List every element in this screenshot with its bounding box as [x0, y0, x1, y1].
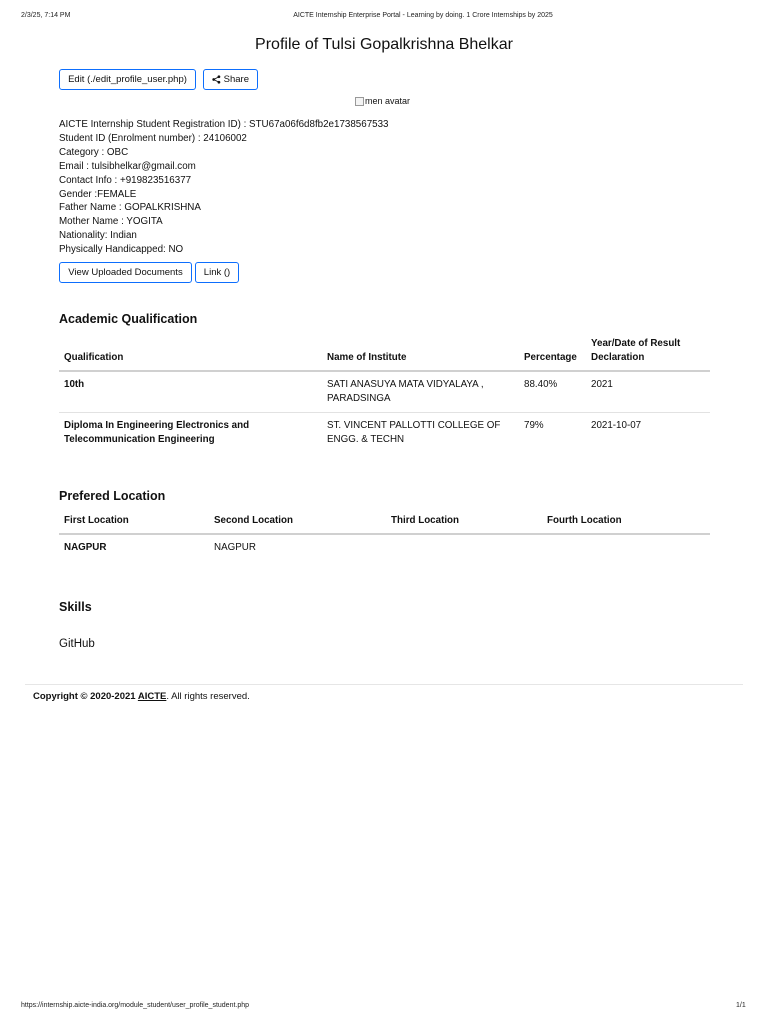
email: Email : tulsibhelkar@gmail.com: [59, 160, 196, 172]
year-cell: 2021-10-07: [591, 420, 642, 431]
skills-heading: Skills: [59, 600, 92, 614]
col-institute: Name of Institute: [327, 352, 407, 363]
col-third-location: Third Location: [391, 515, 460, 526]
aicte-link[interactable]: AICTE: [137, 691, 167, 702]
col-percentage: Percentage: [524, 352, 577, 363]
contact-info: Contact Info : +919823516377: [59, 174, 192, 186]
col-qualification: Qualification: [64, 352, 124, 363]
share-label: Share: [223, 74, 249, 85]
fourth-location-cell: [542, 534, 710, 561]
print-page-title: AICTE Internship Enterprise Portal - Learning by doing. 1 Crore Internships by 2025: [293, 12, 553, 19]
view-documents-button[interactable]: [59, 262, 192, 283]
physically-handicapped: Physically Handicapped: NO: [59, 244, 184, 256]
table-row: [59, 413, 710, 454]
location-heading: Prefered Location: [59, 489, 166, 503]
edit-profile-label: Edit (./edit_profile_user.php): [68, 74, 187, 85]
col-first-location: First Location: [64, 515, 129, 526]
copyright: [33, 691, 250, 702]
student-id: Student ID (Enrolment number) : 24106002: [59, 132, 247, 144]
copyright-prefix: Copyright © 2020-2021: [33, 691, 138, 702]
profile-info: [59, 118, 389, 257]
skill-item: GitHub: [59, 638, 95, 650]
copyright-suffix: . All rights reserved.: [166, 691, 250, 702]
col-second-location: Second Location: [214, 515, 293, 526]
institute-cell: SATI ANASUYA MATA VIDYALAYA , PARADSINGA: [327, 379, 484, 404]
edit-profile-button[interactable]: [59, 69, 196, 90]
share-icon: [212, 75, 221, 84]
father-name: Father Name : GOPALKRISHNA: [59, 202, 201, 214]
view-documents-label: View Uploaded Documents: [68, 267, 183, 278]
percentage-cell: 79%: [524, 420, 544, 431]
table-row: [59, 371, 710, 413]
share-button[interactable]: [203, 69, 258, 90]
registration-id: AICTE Internship Student Registration ID) : STU67a06f6d8fb2e1738567533: [59, 119, 389, 130]
third-location-cell: [386, 534, 542, 561]
print-page-number: 1/1: [736, 1002, 746, 1009]
percentage-cell: 88.40%: [524, 379, 558, 390]
link-button[interactable]: [195, 262, 239, 283]
year-cell: 2021: [591, 379, 613, 390]
footer-divider: [25, 684, 743, 685]
nationality: Nationality: Indian: [59, 230, 137, 242]
link-label: Link (): [203, 267, 231, 278]
page-title: Profile of Tulsi Gopalkrishna Bhelkar: [255, 36, 513, 53]
gender: Gender :FEMALE: [59, 188, 137, 200]
table-header-row: [59, 514, 710, 534]
qualification-cell: 10th: [64, 379, 85, 390]
academic-table: [59, 337, 710, 453]
table-header-row: [59, 337, 710, 371]
table-row: [59, 534, 710, 561]
broken-image-icon: [355, 97, 364, 106]
institute-cell: ST. VINCENT PALLOTTI COLLEGE OF ENGG. & TECHN: [327, 420, 501, 445]
avatar: [355, 96, 410, 106]
col-fourth-location: Fourth Location: [547, 515, 622, 526]
first-location-cell: NAGPUR: [64, 542, 107, 553]
academic-heading: Academic Qualification: [59, 312, 198, 326]
second-location-cell: NAGPUR: [214, 542, 256, 553]
col-year: Year/Date of Result Declaration: [591, 338, 681, 363]
avatar-alt-text: men avatar: [365, 96, 411, 106]
mother-name: Mother Name : YOGITA: [59, 216, 163, 228]
qualification-cell: Diploma In Engineering Electronics and Telecommunication Engineering: [64, 420, 250, 445]
print-datetime: 2/3/25, 7:14 PM: [21, 12, 71, 19]
category: Category : OBC: [59, 146, 129, 158]
print-url: https://internship.aicte-india.org/module_student/user_profile_student.php: [21, 1002, 250, 1009]
location-table: [59, 514, 710, 561]
